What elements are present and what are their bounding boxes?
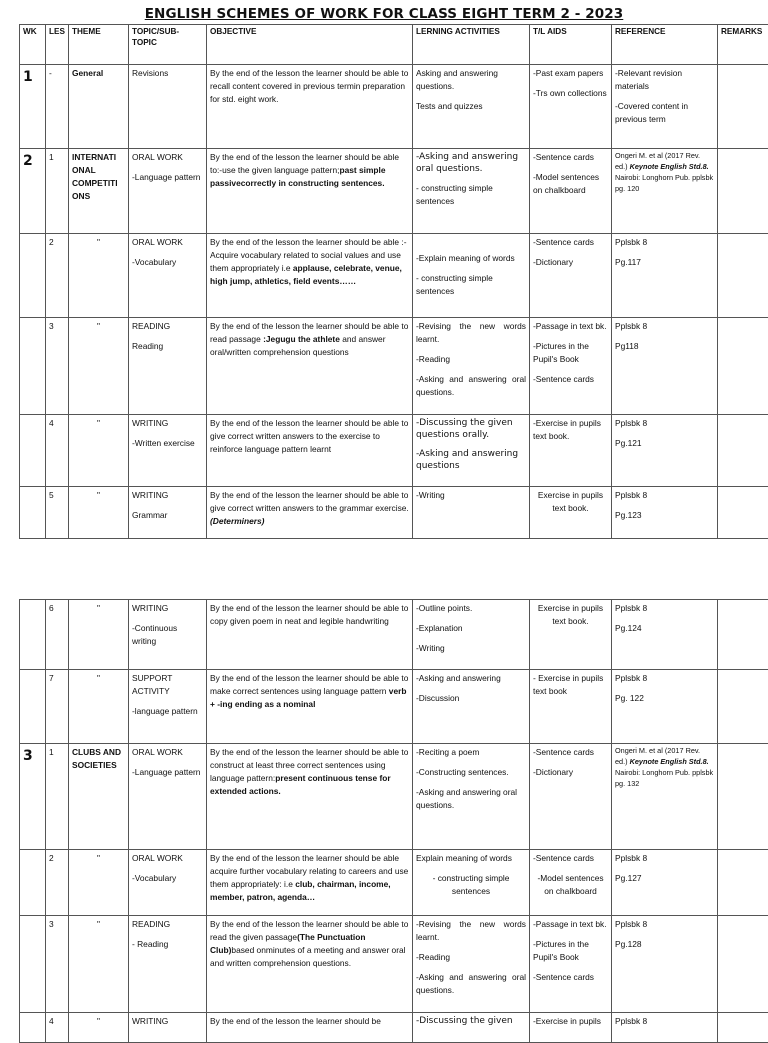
reference-cell: Pplsbk 8 Pg.121 — [612, 415, 718, 487]
lesson-cell: 2 — [46, 234, 69, 318]
activities-cell: -Asking and answering -Discussion — [413, 670, 530, 744]
scheme-table-part-1 — [19, 24, 768, 539]
objective-cell: By the end of the lesson the learner should be able to copy given poem in neat and legible handwriting — [207, 600, 413, 670]
remarks-cell — [718, 670, 768, 744]
remarks-cell — [718, 318, 768, 415]
header-remarks: REMARKS — [718, 25, 768, 65]
lesson-cell: 3 — [46, 916, 69, 1013]
aids-cell: -Exercise in pupils text book. — [530, 415, 612, 487]
remarks-cell — [718, 600, 768, 670]
theme-cell: CLUBS AND SOCIETIES — [69, 744, 129, 850]
reference-cell: Pplsbk 8 Pg.123 — [612, 487, 718, 539]
week-cell: 1 — [20, 65, 46, 149]
header-aids: T/L AIDS — [530, 25, 612, 65]
theme-cell: " — [69, 600, 129, 670]
table-row — [20, 149, 768, 234]
week-cell — [20, 916, 46, 1013]
objective-cell: By the end of the lesson the learner should be able to:-use the given language pattern;past simple passivecorrectly in constructing sentences. — [207, 149, 413, 234]
theme-cell: " — [69, 1013, 129, 1043]
reference-cell: Pplsbk 8 Pg.124 — [612, 600, 718, 670]
aids-cell: Exercise in pupils text book. — [530, 600, 612, 670]
scheme-table-part-2 — [19, 599, 768, 1043]
header-topic: TOPIC/SUB-TOPIC — [129, 25, 207, 65]
theme-cell: " — [69, 487, 129, 539]
objective-cell: By the end of the lesson the learner should be — [207, 1013, 413, 1043]
activities-cell: -Discussing the given — [413, 1013, 530, 1043]
remarks-cell — [718, 415, 768, 487]
lesson-cell: 1 — [46, 744, 69, 850]
activities-cell: Explain meaning of words - constructing simple sentences — [413, 850, 530, 916]
remarks-cell — [718, 850, 768, 916]
topic-cell: WRITING Grammar — [129, 487, 207, 539]
lesson-cell: 6 — [46, 600, 69, 670]
table-row — [20, 1013, 768, 1043]
remarks-cell — [718, 149, 768, 234]
lesson-cell: 3 — [46, 318, 69, 415]
table-row — [20, 65, 768, 149]
remarks-cell — [718, 744, 768, 850]
activities-cell: -Outline points. -Explanation -Writing — [413, 600, 530, 670]
table-row — [20, 415, 768, 487]
theme-cell: " — [69, 670, 129, 744]
table-row — [20, 670, 768, 744]
lesson-cell: - — [46, 65, 69, 149]
week-cell: 2 — [20, 149, 46, 234]
week-cell — [20, 1013, 46, 1043]
topic-cell: ORAL WORK -Language pattern — [129, 149, 207, 234]
theme-cell: " — [69, 318, 129, 415]
activities-cell: -Discussing the given questions orally. -Asking and answering questions — [413, 415, 530, 487]
aids-cell: -Passage in text bk. -Pictures in the Pupil's Book -Sentence cards — [530, 318, 612, 415]
week-cell — [20, 415, 46, 487]
aids-cell: - Exercise in pupils text book — [530, 670, 612, 744]
topic-cell: SUPPORT ACTIVITY -language pattern — [129, 670, 207, 744]
activities-cell: -Reciting a poem -Constructing sentences. -Asking and answering oral questions. — [413, 744, 530, 850]
aids-cell: -Sentence cards -Model sentences on chalkboard — [530, 850, 612, 916]
week-cell: 3 — [20, 744, 46, 850]
objective-cell: By the end of the lesson the learner should be able acquire further vocabulary relating to careers and use them appropriately: i.e club, chairman, income, member, patron, agenda… — [207, 850, 413, 916]
remarks-cell — [718, 916, 768, 1013]
activities-cell: -Revising the new words learnt. -Reading -Asking and answering oral questions. — [413, 318, 530, 415]
objective-cell: By the end of the lesson the learner should be able to recall content covered in previous termin preparation for std. eight work. — [207, 65, 413, 149]
topic-cell: WRITING -Continuous writing — [129, 600, 207, 670]
theme-cell: INTERNATI ONAL COMPETITI ONS — [69, 149, 129, 234]
document-title: ENGLISH SCHEMES OF WORK FOR CLASS EIGHT TERM 2 - 2023 — [0, 6, 768, 22]
lesson-cell: 7 — [46, 670, 69, 744]
reference-cell: Pplsbk 8 Pg. 122 — [612, 670, 718, 744]
objective-cell: By the end of the lesson the learner should be able to read passage :Jegugu the athlete and answer oral/written comprehension questions — [207, 318, 413, 415]
lesson-cell: 5 — [46, 487, 69, 539]
reference-cell: Pplsbk 8 Pg118 — [612, 318, 718, 415]
table-row — [20, 600, 768, 670]
week-cell — [20, 318, 46, 415]
reference-cell: Ongeri M. et al (2017 Rev. ed.) Keynote English Std.8. Nairobi: Longhorn Pub. pplsbk pg. 120 — [612, 149, 718, 234]
week-cell — [20, 487, 46, 539]
topic-cell: WRITING — [129, 1013, 207, 1043]
topic-cell: Revisions — [129, 65, 207, 149]
header-les: LES — [46, 25, 69, 65]
objective-cell: By the end of the lesson the learner should be able to give correct written answers to the grammar exercise. (Determiners) — [207, 487, 413, 539]
topic-cell: WRITING -Written exercise — [129, 415, 207, 487]
header-activities: LERNING ACTIVITIES — [413, 25, 530, 65]
objective-cell: By the end of the lesson the learner should be able to read the given passage(The Punctuation Club)based onminutes of a meeting and answer oral and written comprehension questions. — [207, 916, 413, 1013]
reference-cell: -Relevant revision materials -Covered content in previous term — [612, 65, 718, 149]
header-row — [20, 25, 768, 65]
reference-cell: Pplsbk 8 — [612, 1013, 718, 1043]
objective-cell: By the end of the lesson the learner should be able to make correct sentences using language pattern verb + -ing ending as a nominal — [207, 670, 413, 744]
table-row — [20, 318, 768, 415]
theme-cell: " — [69, 234, 129, 318]
header-theme: THEME — [69, 25, 129, 65]
reference-cell: Pplsbk 8 Pg.117 — [612, 234, 718, 318]
theme-cell: " — [69, 850, 129, 916]
theme-cell: General — [69, 65, 129, 149]
topic-cell: ORAL WORK -Language pattern — [129, 744, 207, 850]
week-cell — [20, 600, 46, 670]
activities-cell: -Revising the new words learnt. -Reading -Asking and answering oral questions. — [413, 916, 530, 1013]
week-cell — [20, 850, 46, 916]
remarks-cell — [718, 65, 768, 149]
lesson-cell: 4 — [46, 1013, 69, 1043]
aids-cell: -Passage in text bk. -Pictures in the Pupil's Book -Sentence cards — [530, 916, 612, 1013]
remarks-cell — [718, 1013, 768, 1043]
lesson-cell: 2 — [46, 850, 69, 916]
topic-cell: ORAL WORK -Vocabulary — [129, 234, 207, 318]
table-row — [20, 850, 768, 916]
aids-cell: -Sentence cards -Dictionary — [530, 234, 612, 318]
week-cell — [20, 670, 46, 744]
header-objective: OBJECTIVE — [207, 25, 413, 65]
objective-cell: By the end of the lesson the learner should be able :-Acquire vocabulary related to social values and use them appropriately i.e applause, celebrate, venue, high jump, athletics, field events…… — [207, 234, 413, 318]
aids-cell: -Sentence cards -Model sentences on chalkboard — [530, 149, 612, 234]
reference-cell: Pplsbk 8 Pg.127 — [612, 850, 718, 916]
remarks-cell — [718, 234, 768, 318]
aids-cell: -Exercise in pupils — [530, 1013, 612, 1043]
table-row — [20, 744, 768, 850]
activities-cell: -Explain meaning of words - constructing simple sentences — [413, 234, 530, 318]
remarks-cell — [718, 487, 768, 539]
aids-cell: -Sentence cards -Dictionary — [530, 744, 612, 850]
lesson-cell: 1 — [46, 149, 69, 234]
table-row — [20, 234, 768, 318]
topic-cell: ORAL WORK -Vocabulary — [129, 850, 207, 916]
reference-cell: Ongeri M. et al (2017 Rev. ed.) Keynote English Std.8. Nairobi: Longhorn Pub. pplsbk pg. 132 — [612, 744, 718, 850]
reference-cell: Pplsbk 8 Pg.128 — [612, 916, 718, 1013]
aids-cell: Exercise in pupils text book. — [530, 487, 612, 539]
theme-cell: " — [69, 916, 129, 1013]
objective-cell: By the end of the lesson the learner should be able to give correct written answers to the exercise to reinforce language pattern learnt — [207, 415, 413, 487]
aids-cell: -Past exam papers -Trs own collections — [530, 65, 612, 149]
header-wk: WK — [20, 25, 46, 65]
table-row — [20, 916, 768, 1013]
lesson-cell: 4 — [46, 415, 69, 487]
activities-cell: -Writing — [413, 487, 530, 539]
header-reference: REFERENCE — [612, 25, 718, 65]
objective-cell: By the end of the lesson the learner should be able to construct at least three correct sentences using language pattern:present continuous tense for extended actions. — [207, 744, 413, 850]
activities-cell: -Asking and answering oral questions. - constructing simple sentences — [413, 149, 530, 234]
activities-cell: Asking and answering questions. Tests and quizzes — [413, 65, 530, 149]
week-cell — [20, 234, 46, 318]
theme-cell: " — [69, 415, 129, 487]
topic-cell: READING - Reading — [129, 916, 207, 1013]
table-row — [20, 487, 768, 539]
topic-cell: READING Reading — [129, 318, 207, 415]
